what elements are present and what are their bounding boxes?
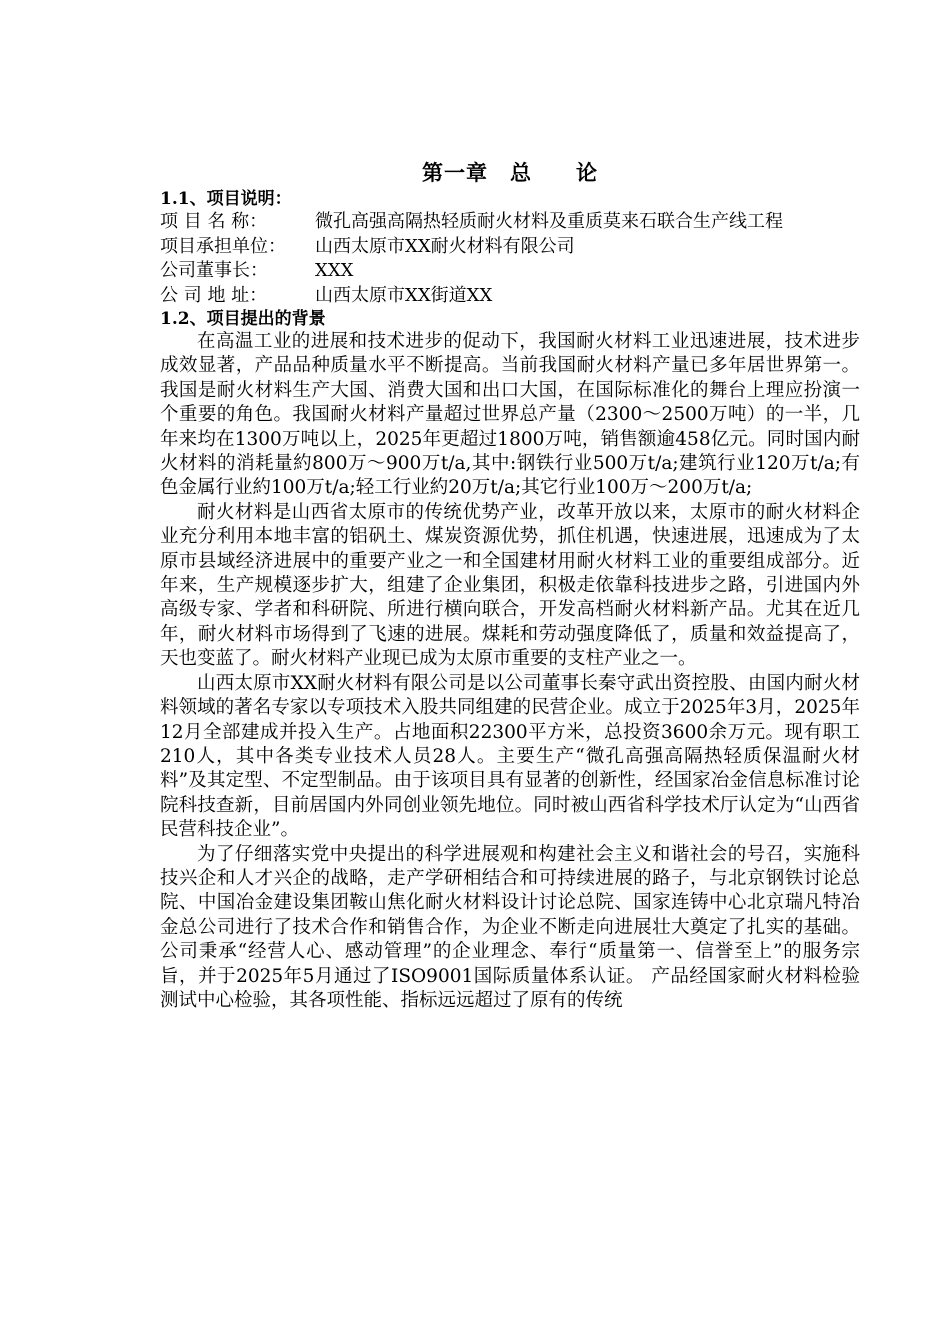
body-paragraph: 为了仔细落实党中央提出的科学进展观和构建社会主义和谐社会的号召，实施科技兴企和人才兴企的战略，走产学研相结合和可持续进展的路子，与北京钢铁讨论总院、中国冶金建设集团鞍山焦化耐火材料设计讨论总院、国家连铸中心北京瑞凡特冶金总公司进行了技术合作和销售合作，为企业不断走向进展壮大奠定了扎实的基础。公司秉承“经营人心、感动管理”的企业理念、奉行“质量第一、信誉至上”的服务宗旨，并于2025年5月通过了ISO9001国际质量体系认证。 产品经国家耐火材料检验测试中心检验，其各项性能、指标远远超过了原有的传统: [160, 843, 860, 1011]
info-row-address: [160, 284, 860, 309]
info-value: 山西太原市XX耐火材料有限公司: [315, 235, 575, 257]
body-paragraph: 山西太原市XX耐火材料有限公司是以公司董事长秦守武出资控股、由国内耐火材料领域的著名专家以专项技术入股共同组建的民营企业。成立于2025年3月，2025年12月全部建成并投入生产。占地面积22300平方米，总投资3600余万元。现有职工210人，其中各类专业技术人员28人。主要生产“微孔高强高隔热轻质保温耐火材料”及其定型、不定型制品。由于该项目具有显著的创新性，经国家冶金信息标准讨论院科技查新，目前居国内外同创业领先地位。同时被山西省科学技术厅认定为“山西省民营科技企业”。: [160, 672, 860, 841]
chapter-title: 第一章 总 论: [422, 160, 598, 185]
info-label: 项 目 名 称：: [160, 211, 268, 232]
document-page: [160, 160, 860, 1013]
section-heading-background: 1.2、项目提出的背景: [160, 309, 326, 329]
info-label: 项目承担单位：: [160, 235, 286, 257]
info-row-undertaking-unit: [160, 235, 860, 260]
section-heading-project-description: 1.1、项目说明：: [160, 189, 292, 209]
info-value: XXX: [315, 260, 354, 281]
info-value: 微孔高强高隔热轻质耐火材料及重质莫来石联合生产线工程: [315, 211, 783, 232]
project-info-block: [160, 210, 860, 308]
info-label: 公 司 地 址：: [160, 284, 268, 306]
info-row-project-name: [160, 210, 860, 235]
info-row-chairman: [160, 259, 860, 284]
info-value: 山西太原市XX街道XX: [315, 284, 493, 306]
body-paragraph: 在高温工业的进展和技术进步的促动下，我国耐火材料工业迅速进展，技术进步成效显著，产品品种质量水平不断提高。当前我国耐火材料产量已多年居世界第一。我国是耐火材料生产大国、消费大国和出口大国，在国际标准化的舞台上理应扮演一个重要的角色。我国耐火材料产量超过世界总产量（2300～2500万吨）的一半，几年来均在1300万吨以上，2025年更超过1800万吨，销售额逾458亿元。同时国内耐火材料的消耗量約800万～900万t/a,其中:钢铁行业500万t/a;建筑行业120万t/a;有色金属行业約100万t/a;轻工行业約20万t/a;其它行业100万～200万t/a;: [160, 331, 860, 499]
body-paragraph: 耐火材料是山西省太原市的传统优势产业，改革开放以来，太原市的耐火材料企业充分利用本地丰富的铝矾土、煤炭资源优势，抓住机遇，快速进展，迅速成为了太原市县域经济进展中的重要产业之一和全国建材用耐火材料工业的重要组成部分。近年来，生产规模逐步扩大，组建了企业集团，积极走依靠科技进步之路，引进国内外高级专家、学者和科研院、所进行横向联合，开发高档耐火材料新产品。尤其在近几年，耐火材料市场得到了飞速的进展。煤耗和劳动强度降低了，质量和效益提高了，天也变蓝了。耐火材料产业现已成为太原市重要的支柱产业之一。: [160, 501, 860, 670]
info-label: 公司董事长：: [160, 260, 268, 281]
